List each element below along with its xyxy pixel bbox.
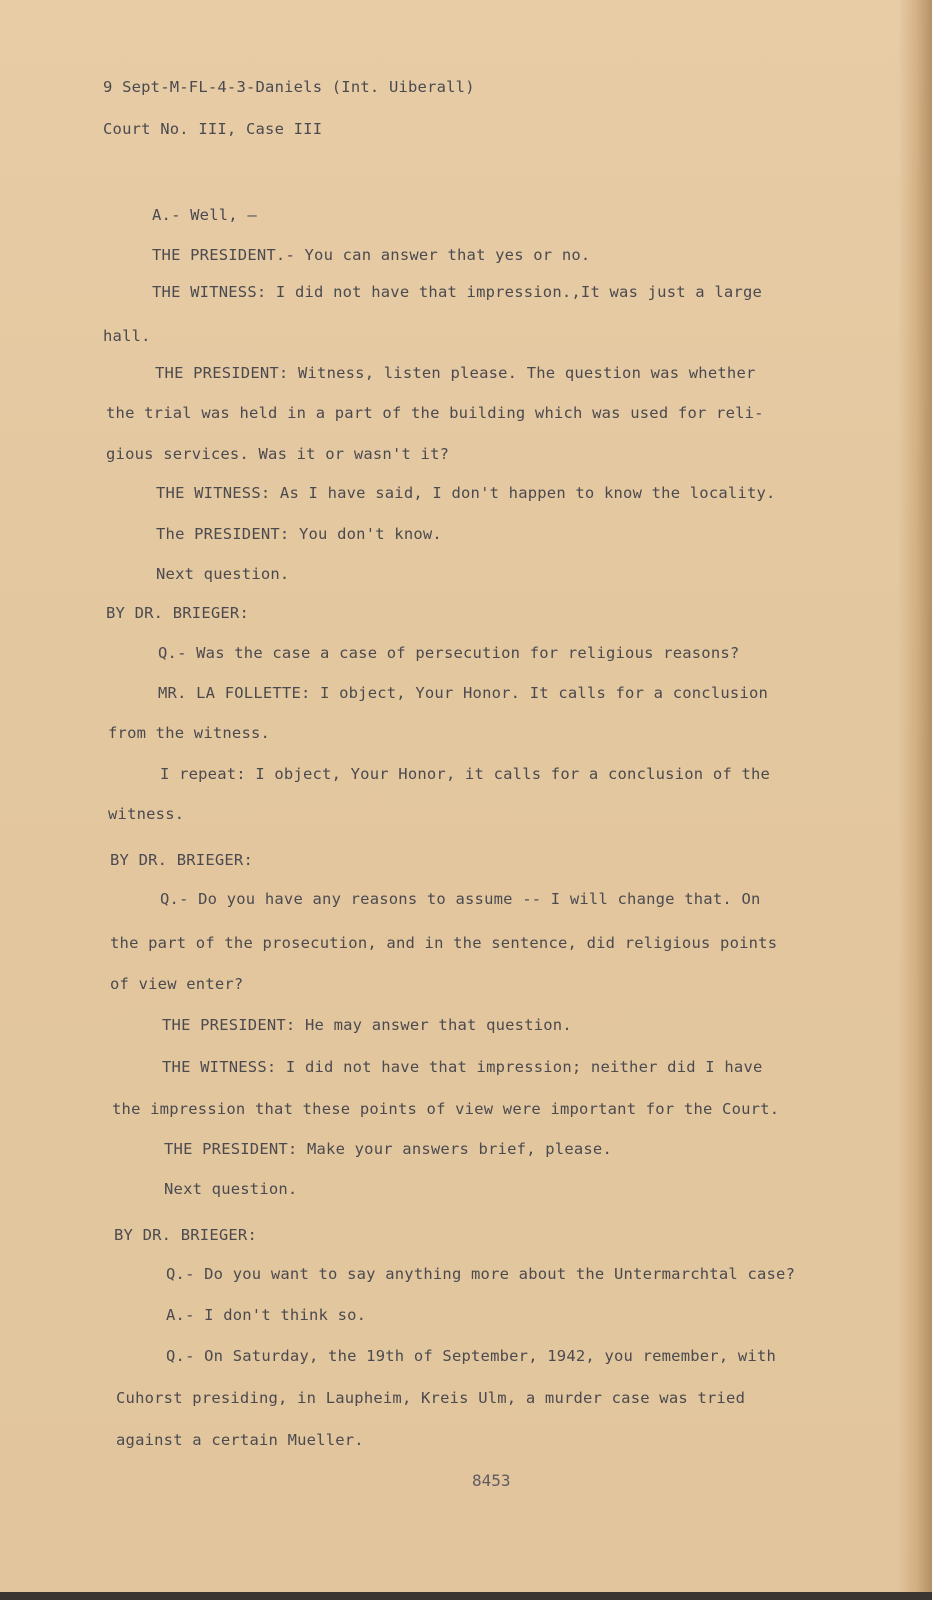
transcript-line: I repeat: I object, Your Honor, it calls for a conclusion of the [160,765,771,783]
transcript-line: BY DR. BRIEGER: [114,1226,257,1244]
transcript-line: Next question. [156,565,290,583]
transcript-line: THE WITNESS: As I have said, I don't happen to know the locality. [156,484,776,502]
transcript-line: the part of the prosecution, and in the sentence, did religious points [110,934,778,952]
transcript-line: THE PRESIDENT: He may answer that question. [162,1016,572,1034]
page-number: 8453 [472,1471,511,1490]
transcript-line: Q.- Do you want to say anything more about the Untermarchtal case? [166,1265,796,1283]
transcript-line: hall. [103,327,151,345]
transcript-line: Q.- Was the case a case of persecution for religious reasons? [158,644,740,662]
transcript-line: the trial was held in a part of the building which was used for reli- [106,404,764,422]
transcript-line: THE PRESIDENT: Make your answers brief, please. [164,1140,612,1158]
header-line: 9 Sept-M-FL-4-3-Daniels (Int. Uiberall) [103,78,475,96]
transcript-line: against a certain Mueller. [116,1431,364,1449]
transcript-line: witness. [108,805,185,823]
transcript-line: Q.- On Saturday, the 19th of September, 1942, you remember, with [166,1347,777,1365]
transcript-line: Q.- Do you have any reasons to assume -- I will change that. On [160,890,761,908]
transcript-line: THE PRESIDENT.- You can answer that yes or no. [152,246,591,264]
transcript-line: Cuhorst presiding, in Laupheim, Kreis Ulm, a murder case was tried [116,1389,746,1407]
transcript-line: of view enter? [110,975,244,993]
transcript-line: from the witness. [108,724,271,742]
transcript-line: A.- Well, — [152,206,257,224]
transcript-line: The PRESIDENT: You don't know. [156,525,442,543]
transcript-line: THE WITNESS: I did not have that impression.,It was just a large [152,283,763,301]
transcript-line: BY DR. BRIEGER: [110,851,253,869]
transcript-line: the impression that these points of view were important for the Court. [112,1100,780,1118]
transcript-line: Next question. [164,1180,298,1198]
header-line: Court No. III, Case III [103,120,323,138]
transcript-line: A.- I don't think so. [166,1306,367,1324]
transcript-line: THE PRESIDENT: Witness, listen please. The question was whether [155,364,756,382]
transcript-line: BY DR. BRIEGER: [106,604,249,622]
transcript-line: gious services. Was it or wasn't it? [106,445,450,463]
transcript-line: THE WITNESS: I did not have that impression; neither did I have [162,1058,763,1076]
transcript-line: MR. LA FOLLETTE: I object, Your Honor. It calls for a conclusion [158,684,769,702]
